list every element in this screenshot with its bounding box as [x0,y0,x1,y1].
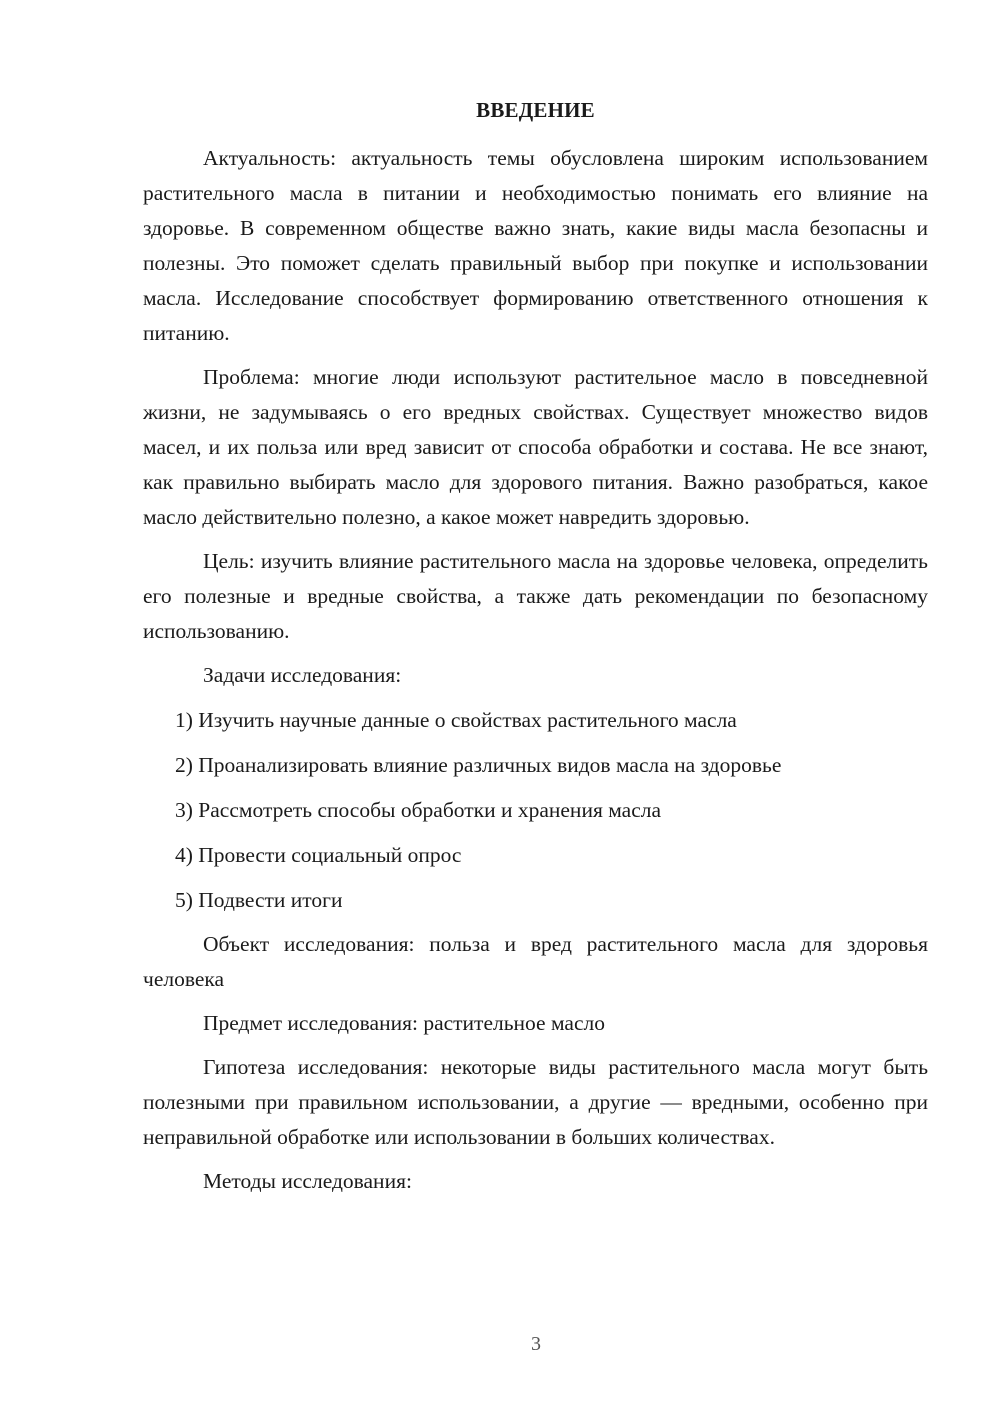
list-item: 4) Провести социальный опрос [175,843,462,867]
section-heading: ВВЕДЕНИЕ [476,98,595,122]
paragraph-relevance: Актуальность: актуальность темы обусловлена широким использованием растительного масла в питании и необходимостью понимать его влияние на здоровье. В современном обществе важно знать, какие виды масла безопасны и полезны. Это поможет сделать правильный выбор при покупке и использовании масла. Исследование способствует формированию ответственного отношения к питанию. [143,146,928,345]
paragraph-problem: Проблема: многие люди используют растительное масло в повседневной жизни, не задумываясь о его вредных свойствах. Существует множество видов масел, и их польза или вред зависит от способа обработки и состава. Не все знают, как правильно выбирать масло для здорового питания. Важно разобраться, какое масло действительно полезно, а какое может навредить здоровью. [143,365,928,529]
paragraph-hypothesis: Гипотеза исследования: некоторые виды растительного масла могут быть полезными при правильном использовании, а другие — вредными, особенно при неправильной обработке или использовании в больших количествах. [143,1055,928,1149]
list-item: 2) Проанализировать влияние различных видов масла на здоровье [175,753,782,777]
page-number: 3 [531,1333,541,1355]
tasks-list [143,703,928,918]
paragraph-object: Объект исследования: польза и вред растительного масла для здоровья человека [143,932,928,991]
methods-heading: Методы исследования: [203,1169,412,1193]
list-item: 3) Рассмотреть способы обработки и хранения масла [175,798,662,822]
list-item: 1) Изучить научные данные о свойствах растительного масла [175,708,737,732]
paragraph-goal: Цель: изучить влияние растительного масла на здоровье человека, определить его полезные и вредные свойства, а также дать рекомендации по безопасному использованию. [143,549,928,643]
tasks-heading: Задачи исследования: [203,663,402,687]
paragraph-subject: Предмет исследования: растительное масло [203,1011,605,1035]
document-page [143,95,928,1199]
list-item: 5) Подвести итоги [175,888,343,912]
